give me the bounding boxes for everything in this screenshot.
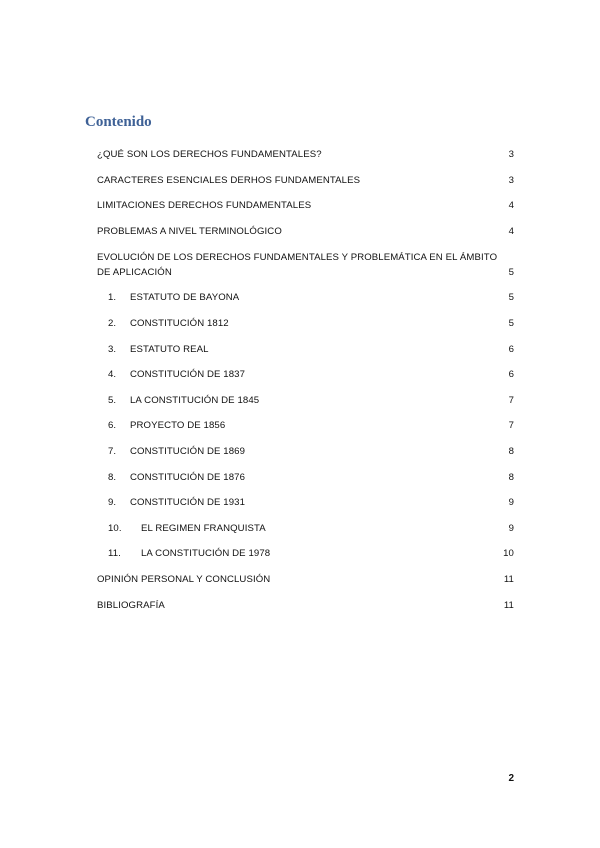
toc-subentry-page: 6 bbox=[508, 343, 514, 355]
toc-subentry-page: 5 bbox=[508, 292, 514, 304]
toc-subentry-page: 5 bbox=[508, 317, 514, 329]
toc-subentry-label: LA CONSTITUCIÓN DE 1845 bbox=[130, 394, 260, 406]
toc-subentry-7[interactable] bbox=[97, 433, 514, 459]
toc-subentry-number: 10. bbox=[108, 522, 122, 534]
toc-subentry-label: EL REGIMEN FRANQUISTA bbox=[141, 522, 266, 534]
toc-subentry-number: 6. bbox=[108, 420, 117, 432]
toc-subentry-label: PROYECTO DE 1856 bbox=[130, 420, 226, 432]
toc-entry-page: 11 bbox=[503, 573, 514, 585]
toc-entry-label: BIBLIOGRAFÍA bbox=[97, 599, 165, 611]
toc-subentry-label: CONSTITUCIÓN DE 1931 bbox=[130, 497, 246, 509]
toc-subentry-page: 7 bbox=[508, 394, 514, 406]
toc-subentry-label: CONSTITUCIÓN DE 1876 bbox=[130, 471, 246, 483]
toc-subentry-number: 7. bbox=[108, 445, 117, 457]
toc-subentry-label: LA CONSTITUCIÓN DE 1978 bbox=[141, 548, 271, 560]
toc-entry-page: 4 bbox=[508, 225, 514, 237]
toc-subentry-page: 9 bbox=[508, 522, 514, 534]
toc-subentry-number: 1. bbox=[108, 292, 117, 304]
toc-entry-label: PROBLEMAS A NIVEL TERMINOLÓGICO bbox=[97, 225, 282, 237]
toc-subentry-page: 9 bbox=[508, 497, 514, 509]
toc-subentry-page: 7 bbox=[508, 420, 514, 432]
toc-subentry-3[interactable] bbox=[97, 331, 514, 357]
toc-subentry-1[interactable] bbox=[97, 280, 514, 306]
toc-subentry-number: 11. bbox=[108, 548, 121, 560]
toc-subentry-number: 5. bbox=[108, 394, 117, 406]
toc-subentry-page: 10 bbox=[503, 548, 514, 560]
toc-entry-page: 3 bbox=[508, 174, 514, 186]
toc-entry-page: 11 bbox=[503, 599, 514, 611]
toc-entry-label: ¿QUÉ SON LOS DERECHOS FUNDAMENTALES? bbox=[97, 149, 322, 160]
toc-entry-que-son[interactable] bbox=[97, 138, 514, 162]
toc-entry-opinion[interactable] bbox=[97, 561, 514, 587]
toc-entry-evolucion[interactable] bbox=[97, 239, 514, 280]
page-number: 2 bbox=[508, 773, 514, 784]
toc-entry-bibliografia[interactable] bbox=[97, 587, 514, 613]
toc-subentry-page: 6 bbox=[508, 369, 514, 381]
toc-entry-caracteres[interactable] bbox=[97, 162, 514, 188]
toc-subentry-number: 2. bbox=[108, 317, 117, 329]
toc-subentry-label: CONSTITUCIÓN DE 1869 bbox=[130, 445, 246, 457]
toc-subentry-5[interactable] bbox=[97, 382, 514, 408]
toc-subentry-number: 9. bbox=[108, 497, 117, 509]
toc-entry-page: 3 bbox=[508, 149, 514, 160]
toc-subentry-2[interactable] bbox=[97, 305, 514, 331]
toc-subentry-page: 8 bbox=[508, 445, 514, 457]
toc-subentry-number: 3. bbox=[108, 343, 117, 355]
toc-entry-label: LIMITACIONES DERECHOS FUNDAMENTALES bbox=[97, 200, 312, 212]
toc-subentry-6[interactable] bbox=[97, 408, 514, 434]
toc-entry-problemas[interactable] bbox=[97, 213, 514, 239]
toc-subentry-label: CONSTITUCIÓN 1812 bbox=[130, 317, 229, 329]
toc-heading: Contenido bbox=[85, 114, 152, 130]
toc-subentry-8[interactable] bbox=[97, 459, 514, 485]
toc-subentry-9[interactable] bbox=[97, 485, 514, 511]
toc-entry-limitaciones[interactable] bbox=[97, 188, 514, 214]
table-of-contents bbox=[97, 138, 514, 613]
toc-entry-page: 5 bbox=[508, 266, 514, 278]
toc-entry-page: 4 bbox=[508, 200, 514, 212]
toc-subentry-label: CONSTITUCIÓN DE 1837 bbox=[130, 369, 246, 381]
toc-subentry-10[interactable] bbox=[97, 510, 514, 536]
toc-subentry-number: 8. bbox=[108, 471, 117, 483]
toc-subentry-number: 4. bbox=[108, 369, 117, 381]
toc-entry-label: OPINIÓN PERSONAL Y CONCLUSIÓN bbox=[97, 573, 271, 585]
toc-subentry-page: 8 bbox=[508, 471, 514, 483]
toc-subentry-11[interactable] bbox=[97, 536, 514, 562]
toc-subentry-4[interactable] bbox=[97, 357, 514, 383]
toc-entry-label: EVOLUCIÓN DE LOS DERECHOS FUNDAMENTALES Y PROBLEMÁTICA EN EL ÁMBITO DE APLICACIÓN bbox=[97, 251, 498, 278]
toc-subentry-label: ESTATUTO DE BAYONA bbox=[130, 292, 240, 304]
toc-entry-label: CARACTERES ESENCIALES DERHOS FUNDAMENTALES bbox=[97, 174, 361, 186]
toc-subentry-label: ESTATUTO REAL bbox=[130, 343, 209, 355]
